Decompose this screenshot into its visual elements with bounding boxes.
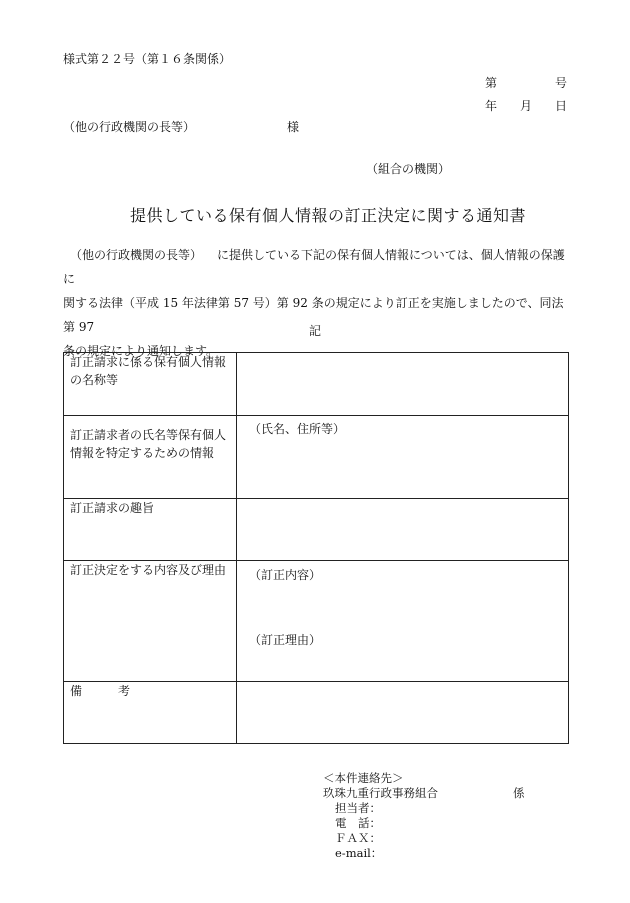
body-line1: に提供している下記の保有個人情報については、個人情報の保護に bbox=[63, 248, 565, 286]
row1-label-b: の名称等 bbox=[70, 373, 119, 387]
row4-value-b: （訂正理由） bbox=[249, 633, 322, 647]
table-row bbox=[64, 353, 569, 416]
recipient-sama: 様 bbox=[287, 120, 300, 134]
contact-org: 玖珠九重行政事務組合 bbox=[323, 786, 438, 800]
contact-email: e-mail： bbox=[335, 846, 383, 860]
contact-fax: ＦＡＸ： bbox=[335, 831, 381, 845]
row1-value-cell bbox=[237, 353, 569, 416]
row3-label-cell bbox=[64, 499, 237, 561]
row1-label-a: 訂正請求に係る保有個人情報 bbox=[70, 355, 227, 369]
doc-number-go: 号 bbox=[555, 76, 568, 90]
contact-phone: 電 話： bbox=[335, 816, 381, 830]
date-hi: 日 bbox=[555, 99, 568, 113]
row3-value-cell bbox=[237, 499, 569, 561]
body-paragraph bbox=[63, 243, 568, 363]
row4-label-cell bbox=[64, 561, 237, 682]
table-row bbox=[64, 561, 569, 682]
form-number: 様式第２２号（第１６条関係） bbox=[63, 52, 232, 66]
info-table bbox=[63, 352, 569, 744]
row5-label-cell bbox=[64, 682, 237, 744]
row2-label-b: 情報を特定するための情報 bbox=[70, 446, 215, 460]
contact-person: 担当者： bbox=[335, 801, 381, 815]
row2-value: （氏名、住所等） bbox=[249, 422, 346, 436]
row4-label: 訂正決定をする内容及び理由 bbox=[70, 563, 227, 577]
body-line3: 条の規定により通知します。 bbox=[63, 344, 219, 358]
row5-value-cell bbox=[237, 682, 569, 744]
row2-label-a: 訂正請求者の氏名等保有個人 bbox=[70, 428, 227, 442]
date-tsuki: 月 bbox=[520, 99, 533, 113]
table-row bbox=[64, 682, 569, 744]
doc-number-dai: 第 bbox=[485, 76, 498, 90]
row1-label-cell bbox=[64, 353, 237, 416]
sender-label: （組合の機関） bbox=[366, 162, 451, 176]
body-recipient: （他の行政機関の長等） bbox=[70, 248, 203, 262]
recipient-label: （他の行政機関の長等） bbox=[63, 120, 196, 134]
contact-heading: ＜本件連絡先＞ bbox=[323, 771, 404, 785]
row4-value-cell bbox=[237, 561, 569, 682]
row2-value-cell bbox=[237, 416, 569, 499]
ki-heading: 記 bbox=[309, 324, 322, 338]
row2-label-cell bbox=[64, 416, 237, 499]
contact-kakari: 係 bbox=[513, 786, 525, 800]
date-nen: 年 bbox=[485, 99, 498, 113]
row4-value-a: （訂正内容） bbox=[249, 568, 322, 582]
document-title: 提供している保有個人情報の訂正決定に関する通知書 bbox=[130, 206, 527, 225]
table-row bbox=[64, 416, 569, 499]
body-line2: 関する法律（平成 15 年法律第 57 号）第 92 条の規定により訂正を実施しましたので、同法第 97 bbox=[63, 296, 564, 334]
row3-label: 訂正請求の趣旨 bbox=[70, 501, 155, 515]
table-row bbox=[64, 499, 569, 561]
row5-label: 備 考 bbox=[70, 684, 131, 698]
